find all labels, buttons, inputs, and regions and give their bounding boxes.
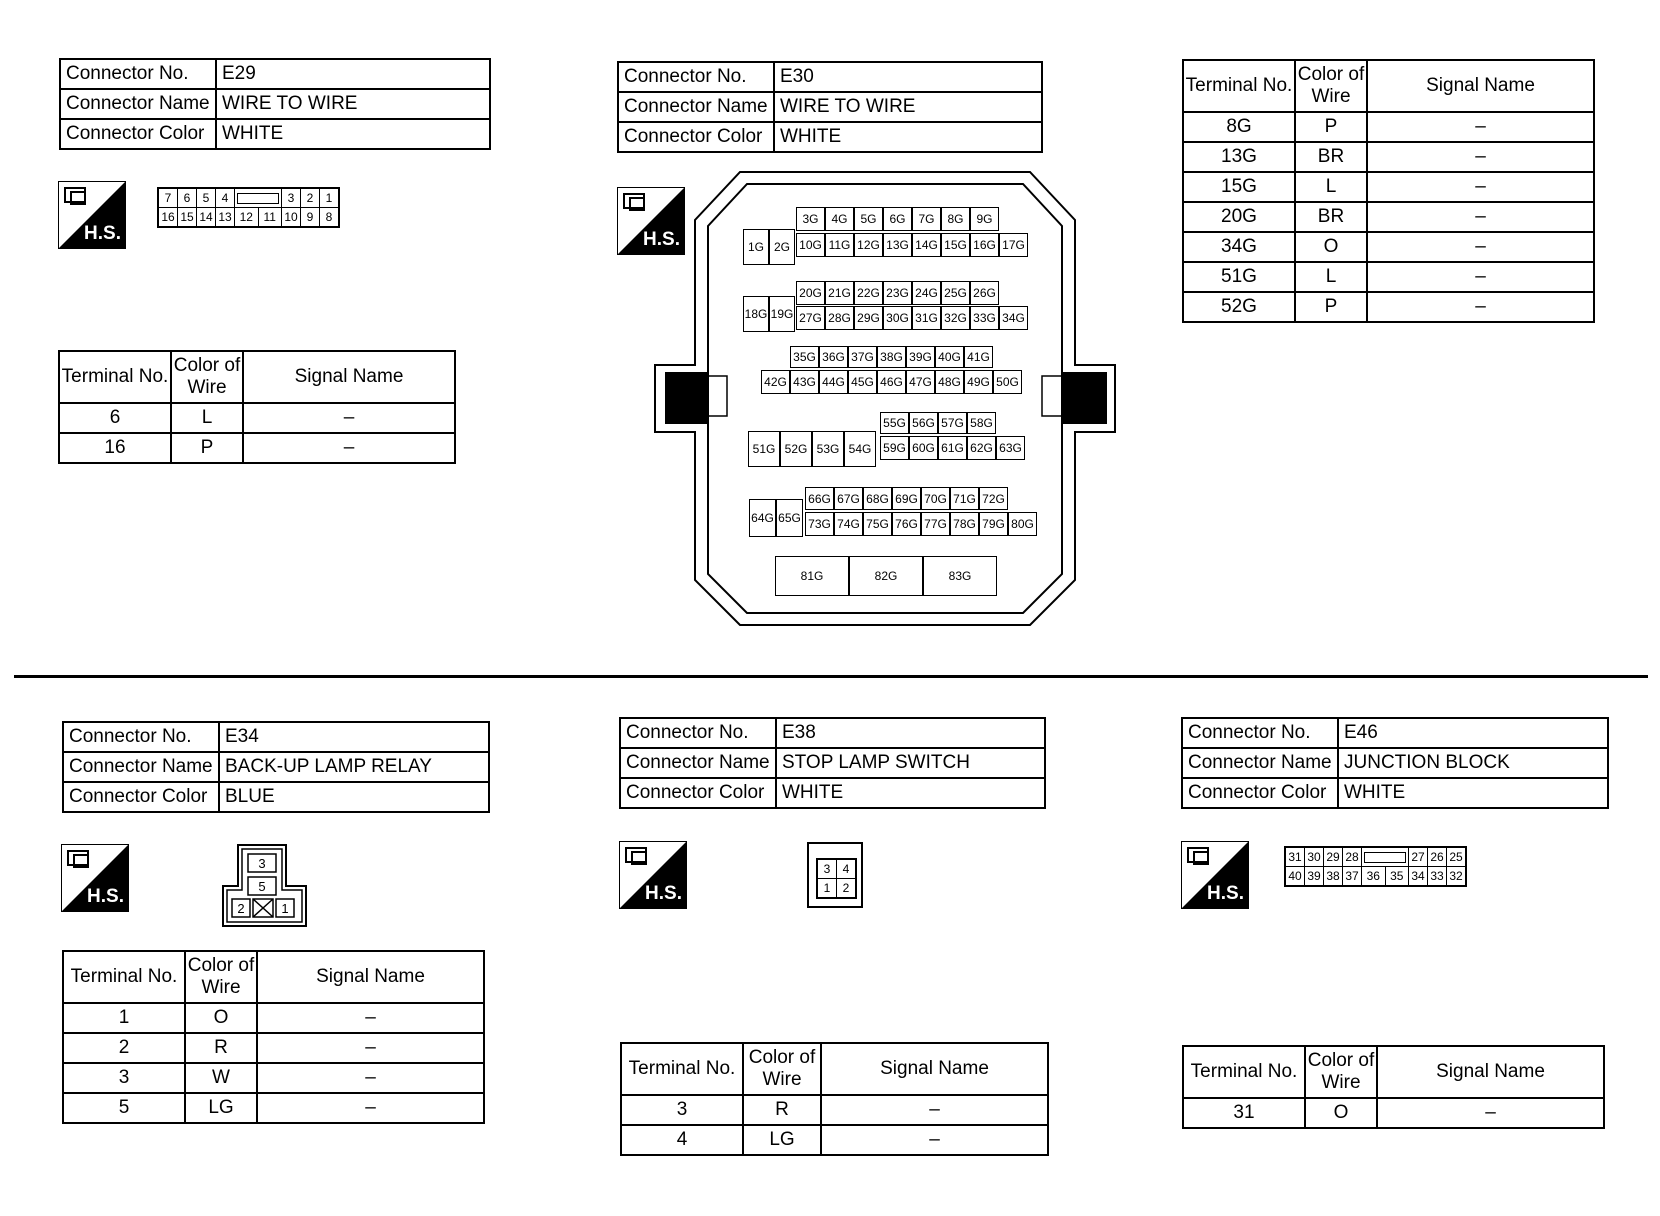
e38-info-table [619, 717, 1046, 809]
table-row: 16 P – [59, 433, 455, 463]
pin: 2 [301, 188, 320, 208]
connector-lock [235, 188, 282, 208]
signal-header: Signal Name [257, 951, 484, 1003]
connector-no-label: Connector No. [60, 59, 216, 89]
table-row: 1 O – [63, 1003, 484, 1033]
pin: 27G [796, 306, 825, 330]
pin: 82G [849, 556, 923, 596]
pin: 2 [837, 879, 857, 899]
e34-info-table [62, 721, 490, 813]
table-row: 6 L – [59, 403, 455, 433]
pin: 13 [216, 208, 235, 228]
connector-color-value: WHITE [776, 778, 1045, 808]
e46-info-table [1181, 717, 1609, 809]
hs-label: H.S. [645, 883, 682, 904]
pin: 56G [909, 412, 938, 434]
pin: 59G [880, 436, 909, 460]
pin: 9 [301, 208, 320, 228]
pin: 11 [258, 208, 282, 228]
table-row: 15G L – [1183, 172, 1594, 202]
hs-label: H.S. [1207, 883, 1244, 904]
pin: 27 [1409, 847, 1428, 867]
pin: 5G [854, 207, 883, 231]
pin: 54G [844, 431, 876, 467]
pin: 6G [883, 207, 912, 231]
pin: 14 [197, 208, 216, 228]
pin: 8G [941, 207, 970, 231]
harness-side-icon [619, 841, 687, 909]
pin: 67G [834, 487, 863, 510]
pin: 2G [769, 229, 795, 265]
pin: 37 [1343, 867, 1362, 887]
pin: 64G [749, 499, 776, 537]
table-row: 51G L – [1183, 262, 1594, 292]
connector-name-label: Connector Name [60, 89, 216, 119]
pin: 79G [979, 512, 1008, 536]
pin: 81G [775, 556, 849, 596]
connector-name-value: BACK-UP LAMP RELAY [219, 752, 489, 782]
table-row: 4 LG – [621, 1125, 1048, 1155]
pin: 57G [938, 412, 967, 434]
pin: 1 [281, 901, 289, 916]
table-row: 13G BR – [1183, 142, 1594, 172]
connector-name-label: Connector Name [618, 92, 774, 122]
pin: 21G [825, 281, 854, 305]
connector-no-label: Connector No. [63, 722, 219, 752]
pin: 58G [967, 412, 996, 434]
pin: 25 [1447, 847, 1467, 867]
terminal-header: Terminal No. [621, 1043, 743, 1095]
pin: 51G [748, 431, 780, 467]
table-row: 2 R – [63, 1033, 484, 1063]
pin: 43G [790, 370, 819, 394]
pin: 3 [258, 856, 266, 871]
pin: 65G [776, 499, 803, 537]
pin: 38 [1324, 867, 1343, 887]
pin: 3 [817, 859, 837, 879]
pin: 12G [854, 233, 883, 257]
pin: 53G [812, 431, 844, 467]
hs-label: H.S. [643, 229, 680, 250]
connector-color-label: Connector Color [618, 122, 774, 152]
pin: 33G [970, 306, 999, 330]
pin: 22G [854, 281, 883, 305]
pin: 3G [796, 207, 825, 231]
terminal-header: Terminal No. [1183, 1046, 1305, 1098]
pin: 36 [1362, 867, 1386, 887]
pin: 31 [1285, 847, 1305, 867]
pin: 32 [1447, 867, 1467, 887]
pin: 80G [1008, 512, 1037, 536]
terminal-header: Terminal No. [59, 351, 171, 403]
pin: 32G [941, 306, 970, 330]
pin: 25G [941, 281, 970, 305]
wire-color-header: Color of Wire [171, 351, 243, 403]
pin: 4 [216, 188, 235, 208]
connector-color-label: Connector Color [60, 119, 216, 149]
connector-color-label: Connector Color [63, 782, 219, 812]
pin: 73G [805, 512, 834, 536]
connector-name-value: JUNCTION BLOCK [1338, 748, 1608, 778]
pin: 40G [935, 346, 964, 368]
e29-info-table [59, 58, 491, 150]
pin: 37G [848, 346, 877, 368]
pin: 3 [282, 188, 301, 208]
connector-no-value: E30 [774, 62, 1042, 92]
pin: 18G [743, 296, 769, 332]
pin: 46G [877, 370, 906, 394]
pin: 2 [237, 901, 245, 916]
pin: 39 [1305, 867, 1324, 887]
pin: 30 [1305, 847, 1324, 867]
connector-color-value: BLUE [219, 782, 489, 812]
connector-no-value: E38 [776, 718, 1045, 748]
pin: 40 [1285, 867, 1305, 887]
pin: 15G [941, 233, 970, 257]
pin: 4 [837, 859, 857, 879]
table-row: 3 R – [621, 1095, 1048, 1125]
pin: 35G [790, 346, 819, 368]
wire-color-header: Color of Wire [1305, 1046, 1377, 1098]
pin: 9G [970, 207, 999, 231]
pin: 39G [906, 346, 935, 368]
pin: 69G [892, 487, 921, 510]
pin: 8 [320, 208, 340, 228]
connector-no-value: E34 [219, 722, 489, 752]
connector-no-label: Connector No. [618, 62, 774, 92]
pin: 62G [967, 436, 996, 460]
e29-connector-face [157, 187, 340, 228]
connector-color-value: WHITE [1338, 778, 1608, 808]
signal-header: Signal Name [1367, 60, 1594, 112]
e34-connector-face [222, 844, 308, 928]
pin: 28G [825, 306, 854, 330]
connector-name-value: STOP LAMP SWITCH [776, 748, 1045, 778]
pin: 5 [258, 879, 266, 894]
pin: 31G [912, 306, 941, 330]
pin: 17G [999, 233, 1028, 257]
connector-name-label: Connector Name [1182, 748, 1338, 778]
terminal-header: Terminal No. [1183, 60, 1295, 112]
pin: 60G [909, 436, 938, 460]
e34-terminal-table [62, 950, 485, 1124]
pin: 34 [1409, 867, 1428, 887]
pin: 20G [796, 281, 825, 305]
pin: 13G [883, 233, 912, 257]
pin: 7G [912, 207, 941, 231]
table-row: 34G O – [1183, 232, 1594, 262]
pin: 28 [1343, 847, 1362, 867]
pin: 26G [970, 281, 999, 305]
pin: 6 [178, 188, 197, 208]
pin: 5 [197, 188, 216, 208]
pin: 29 [1324, 847, 1343, 867]
wire-color-header: Color of Wire [185, 951, 257, 1003]
pin: 42G [761, 370, 790, 394]
pin: 50G [993, 370, 1022, 394]
connector-name-label: Connector Name [63, 752, 219, 782]
pin: 10G [796, 233, 825, 257]
pin: 7 [158, 188, 178, 208]
table-row: 3 W – [63, 1063, 484, 1093]
wire-color-header: Color of Wire [743, 1043, 821, 1095]
pin: 33 [1428, 867, 1447, 887]
pin: 11G [825, 233, 854, 257]
pin: 10 [282, 208, 301, 228]
connector-name-label: Connector Name [620, 748, 776, 778]
pin: 24G [912, 281, 941, 305]
pin: 83G [923, 556, 997, 596]
hs-label: H.S. [84, 223, 121, 244]
terminal-header: Terminal No. [63, 951, 185, 1003]
pin: 19G [769, 296, 795, 332]
connector-color-value: WHITE [216, 119, 490, 149]
pin: 76G [892, 512, 921, 536]
connector-name-value: WIRE TO WIRE [774, 92, 1042, 122]
harness-side-icon [58, 181, 126, 249]
pin: 26 [1428, 847, 1447, 867]
pin: 45G [848, 370, 877, 394]
pin: 61G [938, 436, 967, 460]
pin: 72G [979, 487, 1008, 510]
hs-label: H.S. [87, 886, 124, 907]
pin: 66G [805, 487, 834, 510]
table-row: 8G P – [1183, 112, 1594, 142]
e30-terminal-table [1182, 59, 1595, 323]
connector-no-label: Connector No. [1182, 718, 1338, 748]
pin: 74G [834, 512, 863, 536]
pin: 14G [912, 233, 941, 257]
pin: 55G [880, 412, 909, 434]
pin: 34G [999, 306, 1028, 330]
e38-terminal-table [620, 1042, 1049, 1156]
e46-terminal-table [1182, 1045, 1605, 1129]
signal-header: Signal Name [1377, 1046, 1604, 1098]
pin: 1 [320, 188, 340, 208]
pin: 30G [883, 306, 912, 330]
pin: 77G [921, 512, 950, 536]
table-row: 5 LG – [63, 1093, 484, 1123]
pin: 52G [780, 431, 812, 467]
connector-lock [1362, 847, 1409, 867]
connector-no-value: E46 [1338, 718, 1608, 748]
connector-color-value: WHITE [774, 122, 1042, 152]
harness-side-icon [61, 844, 129, 912]
pin: 23G [883, 281, 912, 305]
pin: 41G [964, 346, 993, 368]
harness-side-icon [1181, 841, 1249, 909]
connector-color-label: Connector Color [1182, 778, 1338, 808]
pin: 35 [1385, 867, 1409, 887]
signal-header: Signal Name [243, 351, 455, 403]
pin: 4G [825, 207, 854, 231]
connector-no-value: E29 [216, 59, 490, 89]
connector-name-value: WIRE TO WIRE [216, 89, 490, 119]
pin: 15 [178, 208, 197, 228]
e46-connector-face [1284, 846, 1467, 887]
pin: 75G [863, 512, 892, 536]
pin: 48G [935, 370, 964, 394]
pin: 63G [996, 436, 1025, 460]
pin: 78G [950, 512, 979, 536]
pin: 44G [819, 370, 848, 394]
pin: 1 [817, 879, 837, 899]
pin: 1G [743, 229, 769, 265]
connector-color-label: Connector Color [620, 778, 776, 808]
table-row: 31 O – [1183, 1098, 1604, 1128]
signal-header: Signal Name [821, 1043, 1048, 1095]
table-row: 52G P – [1183, 292, 1594, 322]
pin: 16 [158, 208, 178, 228]
pin: 70G [921, 487, 950, 510]
pin: 12 [235, 208, 259, 228]
wire-color-header: Color of Wire [1295, 60, 1367, 112]
pin: 16G [970, 233, 999, 257]
table-row: 20G BR – [1183, 202, 1594, 232]
pin: 49G [964, 370, 993, 394]
pin: 38G [877, 346, 906, 368]
section-divider [14, 675, 1648, 678]
pin: 36G [819, 346, 848, 368]
e29-terminal-table [58, 350, 456, 464]
pin: 71G [950, 487, 979, 510]
pin: 68G [863, 487, 892, 510]
e38-connector-face [807, 842, 863, 908]
pin: 47G [906, 370, 935, 394]
connector-no-label: Connector No. [620, 718, 776, 748]
e30-info-table [617, 61, 1043, 153]
pin: 29G [854, 306, 883, 330]
